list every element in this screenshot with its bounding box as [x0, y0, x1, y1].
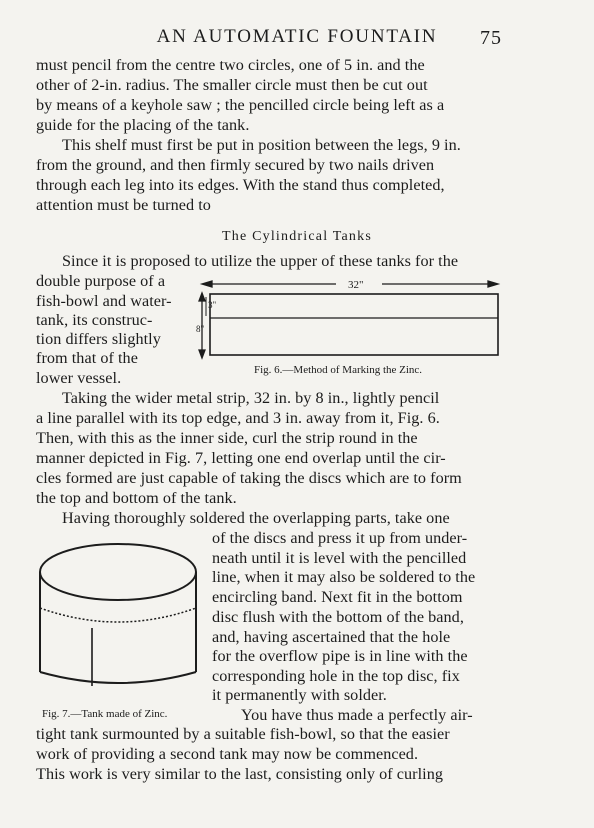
- text-line: tight tank surmounted by a suitable fish-bowl, so that the easier: [36, 725, 450, 743]
- width-label: 32": [348, 279, 364, 291]
- text-line: must pencil from the centre two circles, one of 5 in. and the: [36, 56, 425, 74]
- arrowhead-left: [202, 281, 212, 287]
- text-line: a line parallel with its top edge, and 3 in. away from it, Fig. 6.: [36, 409, 440, 427]
- text-line: encircling band. Next fit in the bottom: [212, 588, 463, 606]
- text-line: it permanently with solder.: [212, 686, 387, 704]
- top-offset-label: 3": [208, 300, 217, 310]
- text-line: This work is very similar to the last, consisting only of curling: [36, 765, 443, 783]
- text-line: guide for the placing of the tank.: [36, 116, 250, 134]
- text-line: tank, its construc-: [36, 311, 153, 329]
- text-line: and, having ascertained that the hole: [212, 628, 451, 646]
- text-line: corresponding hole in the top disc, fix: [212, 667, 460, 685]
- text-line: Since it is proposed to utilize the upper of these tanks for the: [62, 252, 459, 270]
- text-line: double purpose of a: [36, 272, 166, 290]
- text-line: from that of the: [36, 349, 138, 367]
- figure-7-diagram: [30, 532, 210, 692]
- figure-6-diagram: [190, 272, 510, 364]
- text-line: line, when it may also be soldered to the: [212, 568, 476, 586]
- pencilled-line: [40, 608, 196, 622]
- arrowhead-right: [488, 281, 498, 287]
- text-line: through each leg into its edges. With the stand thus completed,: [36, 176, 445, 194]
- height-label: 8": [196, 324, 205, 334]
- figure-6-caption: Fig. 6.—Method of Marking the Zinc.: [254, 364, 423, 376]
- zinc-strip-rectangle: [210, 294, 498, 355]
- text-line: lower vessel.: [36, 369, 122, 387]
- text-line: attention must be turned to: [36, 196, 211, 214]
- text-line: You have thus made a perfectly air-: [241, 706, 473, 724]
- text-line: by means of a keyhole saw ; the pencilled circle being left as a: [36, 96, 445, 114]
- text-line: work of providing a second tank may now be commenced.: [36, 745, 419, 763]
- text-line: disc flush with the bottom of the band,: [212, 608, 464, 626]
- text-line: of the discs and press it up from under-: [212, 529, 468, 547]
- text-line: neath until it is level with the pencilled: [212, 549, 467, 567]
- section-heading: The Cylindrical Tanks: [222, 229, 372, 244]
- text-line: cles formed are just capable of taking the discs which are to form: [36, 469, 462, 487]
- text-line: manner depicted in Fig. 7, letting one end overlap until the cir-: [36, 449, 446, 467]
- arrowhead-down: [199, 350, 205, 358]
- text-line: tion differs slightly: [36, 330, 161, 348]
- text-line: Taking the wider metal strip, 32 in. by 8 in., lightly pencil: [62, 389, 440, 407]
- text-line: This shelf must first be put in position between the legs, 9 in.: [62, 136, 461, 154]
- text-line: the top and bottom of the tank.: [36, 489, 237, 507]
- page-number: 75: [480, 27, 502, 49]
- text-line: other of 2-in. radius. The smaller circle must then be cut out: [36, 76, 428, 94]
- text-line: for the overflow pipe is in line with the: [212, 647, 468, 665]
- arrowhead-up: [199, 293, 205, 301]
- text-line: Having thoroughly soldered the overlapping parts, take one: [62, 509, 450, 527]
- text-line: Then, with this as the inner side, curl the strip round in the: [36, 429, 418, 447]
- tank-top-ellipse: [40, 544, 196, 600]
- figure-7-caption: Fig. 7.—Tank made of Zinc.: [42, 708, 168, 720]
- tank-bottom-curve: [40, 672, 196, 683]
- running-header-title: AN AUTOMATIC FOUNTAIN: [156, 26, 438, 47]
- text-line: fish-bowl and water-: [36, 292, 172, 310]
- text-line: from the ground, and then firmly secured by two nails driven: [36, 156, 435, 174]
